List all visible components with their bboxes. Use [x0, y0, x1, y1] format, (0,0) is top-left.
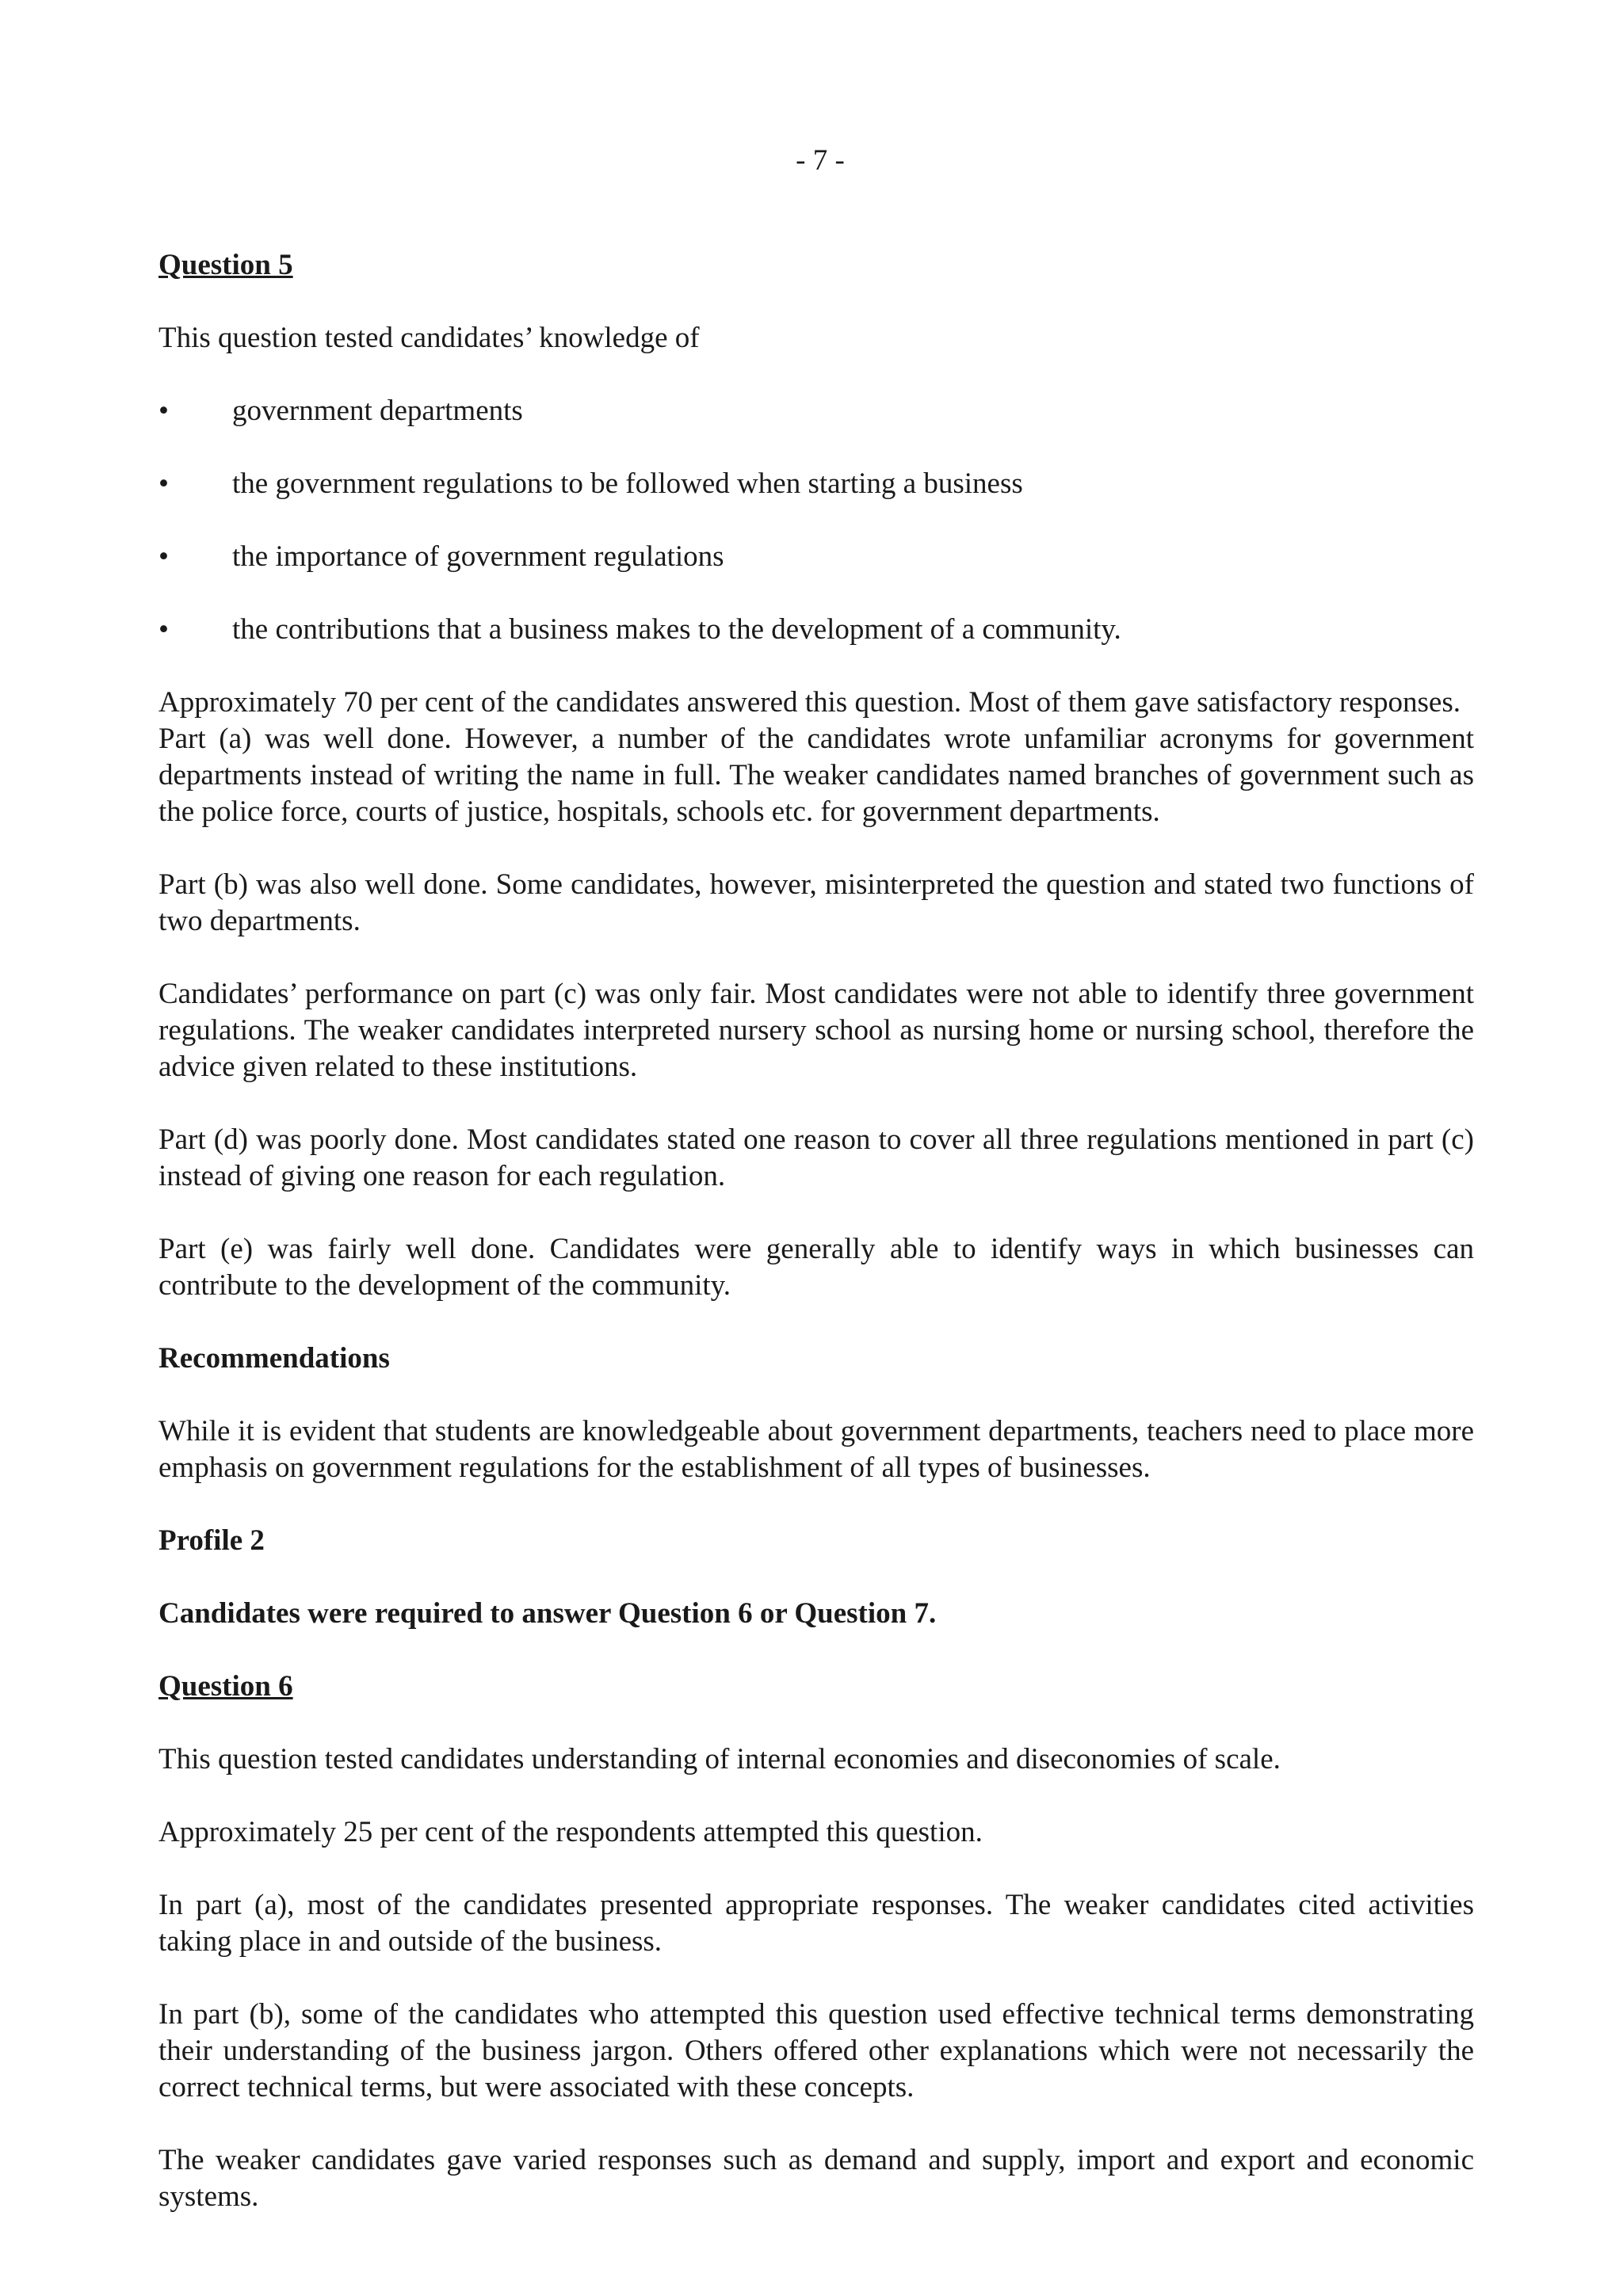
question-6-heading: Question 6 [158, 1670, 293, 1703]
recommendations-text: While it is evident that students are knowledgeable about government departments, teachers need to place more emphasis on government regulations for the establishment of all types of businesses. [158, 1415, 1474, 1484]
document-page [158, 143, 1474, 2252]
bullet-icon: • [158, 467, 169, 500]
recommendations-heading: Recommendations [158, 1342, 390, 1375]
question-5-paragraph: Approximately 70 per cent of the candidates answered this question. Most of them gave satisfactory responses. [158, 686, 1461, 719]
bullet-icon: • [158, 613, 169, 646]
question-5-paragraph: Part (b) was also well done. Some candidates, however, misinterpreted the question and stated two functions of two departments. [158, 868, 1474, 937]
bullet-icon: • [158, 540, 169, 573]
question-5-paragraph: Part (a) was well done. However, a number of the candidates wrote unfamiliar acronyms for government departments instead of writing the name in full. The weaker candidates named branches of government such as the police force, courts of justice, hospitals, schools etc. for government departments. [158, 723, 1474, 828]
question-6-paragraph: The weaker candidates gave varied responses such as demand and supply, import and export and economic systems. [158, 2144, 1474, 2213]
list-item-text: the contributions that a business makes to the development of a community. [232, 613, 1121, 646]
list-item-text: the government regulations to be followed when starting a business [232, 467, 1023, 500]
question-5-paragraph: Candidates’ performance on part (c) was only fair. Most candidates were not able to identify three government regulations. The weaker candidates interpreted nursery school as nursing home or nursing school, therefore the advice given related to these institutions. [158, 978, 1474, 1083]
profile-2-instruction: Candidates were required to answer Question 6 or Question 7. [158, 1597, 937, 1630]
page-number: - 7 - [796, 144, 845, 177]
question-6-paragraph: Approximately 25 per cent of the respondents attempted this question. [158, 1816, 983, 1848]
question-5-bullet-list [158, 393, 1474, 648]
question-6-paragraph: In part (b), some of the candidates who attempted this question used effective technical terms demonstrating their understanding of the business jargon. Others offered other explanations which were not necessarily the correct technical terms, but were associated with these concepts. [158, 1998, 1474, 2103]
list-item-text: the importance of government regulations [232, 540, 724, 573]
question-6-paragraph: This question tested candidates understanding of internal economies and diseconomies of scale. [158, 1743, 1281, 1775]
question-5-paragraph: Part (d) was poorly done. Most candidates stated one reason to cover all three regulations mentioned in part (c) instead of giving one reason for each regulation. [158, 1123, 1474, 1192]
question-5-paragraph: Part (e) was fairly well done. Candidates were generally able to identify ways in which businesses can contribute to the development of the community. [158, 1233, 1474, 1302]
list-item [158, 539, 1474, 575]
list-item [158, 466, 1474, 502]
question-5-heading: Question 5 [158, 249, 293, 281]
profile-2-heading: Profile 2 [158, 1524, 265, 1557]
question-5-intro: This question tested candidates’ knowledge of [158, 322, 700, 354]
question-6-paragraph: In part (a), most of the candidates presented appropriate responses. The weaker candidates cited activities taking place in and outside of the business. [158, 1889, 1474, 1958]
list-item [158, 612, 1474, 648]
list-item-text: government departments [232, 395, 523, 427]
list-item [158, 393, 1474, 429]
bullet-icon: • [158, 395, 169, 427]
